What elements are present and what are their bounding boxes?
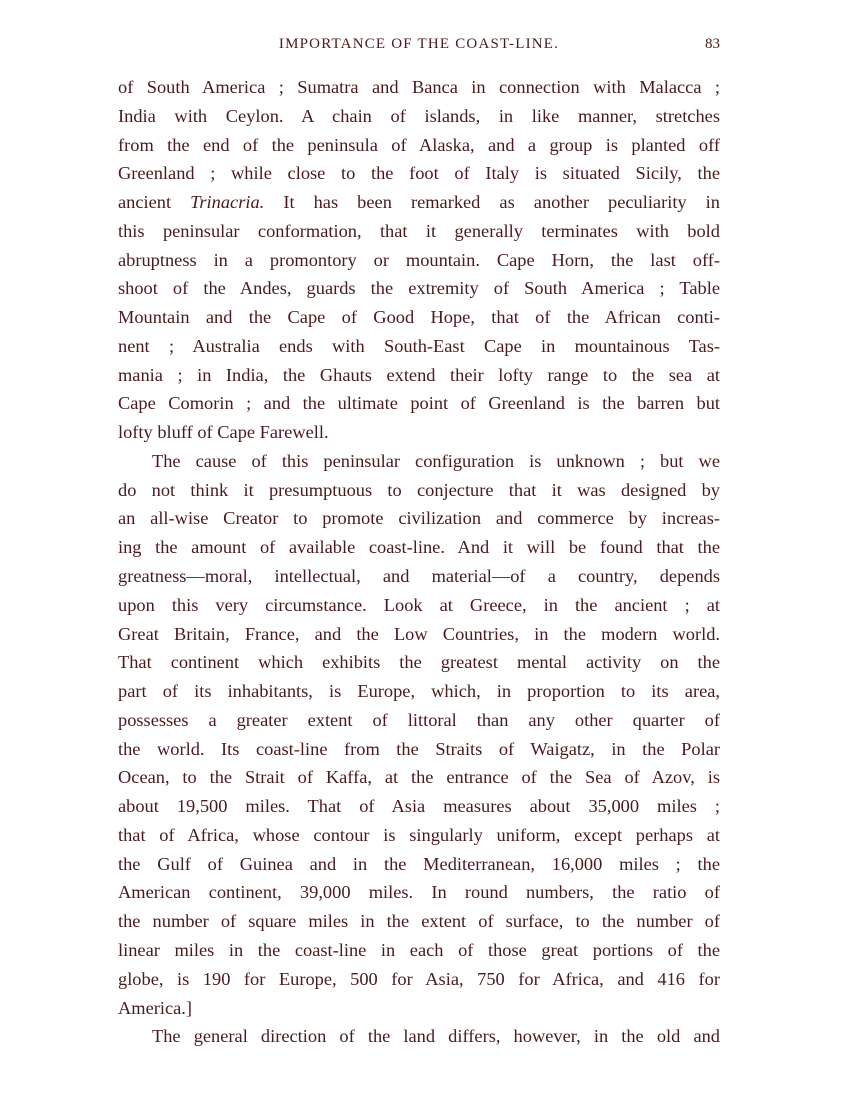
paragraph-end-line: America.] bbox=[118, 997, 193, 1018]
text-line: that of Africa, whose contour is singularly uniform, except perhaps at bbox=[118, 824, 720, 845]
body-text bbox=[118, 73, 720, 1051]
text-line: abruptness in a promontory or mountain. Cape Horn, the last off- bbox=[118, 249, 720, 270]
text-line: linear miles in the coast-line in each of those great portions of the bbox=[118, 939, 720, 960]
text-line: an all-wise Creator to promote civilization and commerce by increas- bbox=[118, 508, 720, 529]
text-line: American continent, 39,000 miles. In round numbers, the ratio of bbox=[118, 882, 720, 903]
paragraph-start-line: The general direction of the land differs, however, in the old and bbox=[152, 1026, 720, 1047]
text-line: India with Ceylon. A chain of islands, in like manner, stretches bbox=[118, 105, 720, 126]
text-line: this peninsular conformation, that it generally terminates with bold bbox=[118, 220, 720, 241]
text-line: about 19,500 miles. That of Asia measures about 35,000 miles ; bbox=[118, 796, 720, 817]
text-line: the world. Its coast-line from the Straits of Waigatz, in the Polar bbox=[118, 738, 720, 759]
text-line-with-italic bbox=[118, 188, 720, 217]
text-line: globe, is 190 for Europe, 500 for Asia, 750 for Africa, and 416 for bbox=[118, 968, 720, 989]
text-fragment: It has been remarked as another peculiarity in bbox=[283, 192, 720, 213]
text-line: do not think it presumptuous to conjecture that it was designed by bbox=[118, 479, 720, 500]
page-number: 83 bbox=[705, 36, 720, 52]
text-line: Cape Comorin ; and the ultimate point of Greenland is the barren but bbox=[118, 393, 720, 414]
text-line: That continent which exhibits the greatest mental activity on the bbox=[118, 652, 720, 673]
text-line: nent ; Australia ends with South-East Cape in mountainous Tas- bbox=[118, 335, 720, 356]
text-line: Great Britain, France, and the Low Countries, in the modern world. bbox=[118, 623, 720, 644]
paragraph-start-line: The cause of this peninsular configuration is unknown ; but we bbox=[152, 450, 720, 471]
text-line: mania ; in India, the Ghauts extend their lofty range to the sea at bbox=[118, 364, 720, 385]
running-title: IMPORTANCE OF THE COAST-LINE. bbox=[278, 36, 560, 52]
text-line: ing the amount of available coast-line. And it will be found that the bbox=[118, 537, 720, 558]
text-line: Ocean, to the Strait of Kaffa, at the entrance of the Sea of Azov, is bbox=[118, 767, 720, 788]
running-header bbox=[118, 36, 720, 56]
text-line: of South America ; Sumatra and Banca in connection with Malacca ; bbox=[118, 77, 720, 97]
text-line: Mountain and the Cape of Good Hope, that of the African conti- bbox=[118, 307, 720, 328]
text-line: part of its inhabitants, is Europe, which, in proportion to its area, bbox=[118, 681, 720, 702]
text-line: upon this very circumstance. Look at Greece, in the ancient ; at bbox=[118, 594, 720, 615]
italic-term: Trinacria. bbox=[190, 192, 265, 213]
text-line: from the end of the peninsula of Alaska, and a group is planted off bbox=[118, 134, 720, 155]
text-line: the number of square miles in the extent of surface, to the number of bbox=[118, 911, 720, 932]
text-line: Greenland ; while close to the foot of Italy is situated Sicily, the bbox=[118, 163, 720, 184]
text-line: greatness—moral, intellectual, and material—of a country, depends bbox=[118, 566, 720, 587]
paragraph-end-line: lofty bluff of Cape Farewell. bbox=[118, 422, 329, 443]
text-line: the Gulf of Guinea and in the Mediterranean, 16,000 miles ; the bbox=[118, 853, 720, 874]
text-fragment: ancient bbox=[118, 192, 172, 213]
text-line: possesses a greater extent of littoral than any other quarter of bbox=[118, 709, 720, 730]
text-line: shoot of the Andes, guards the extremity of South America ; Table bbox=[118, 278, 720, 299]
